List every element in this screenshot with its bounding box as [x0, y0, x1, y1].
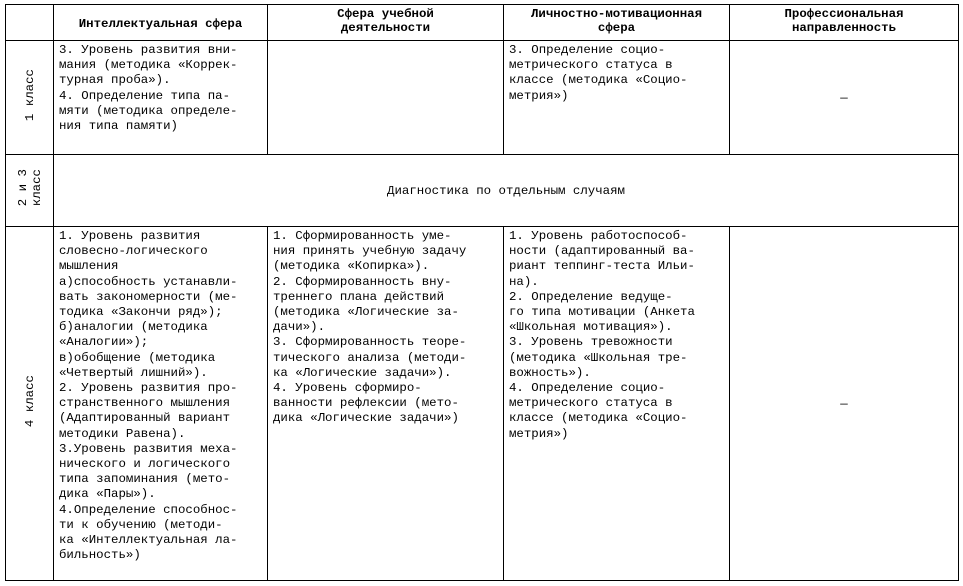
text-line: 2. Сформированность вну-	[273, 274, 452, 289]
text-line: странственного мышления	[59, 396, 231, 411]
header-row	[6, 5, 959, 41]
cell-learning	[268, 41, 504, 155]
cell-personal	[504, 41, 730, 155]
text-line: дика «Логические задачи»)	[273, 411, 459, 426]
text-line: ния принять учебную задачу	[273, 244, 467, 259]
text-line: в)обобщение (методика	[59, 350, 216, 365]
text-line: нического и логического	[59, 457, 231, 472]
text-line: ния типа памяти)	[59, 119, 178, 134]
row-label-grade-1: 1 класс	[6, 41, 54, 155]
text-line: классе (методика «Социо-	[509, 73, 688, 88]
text-line: турная проба»).	[59, 73, 171, 88]
text-line: мышления	[59, 259, 119, 274]
text-line: 3.Уровень развития меха-	[59, 441, 238, 456]
table-row	[6, 41, 959, 155]
cell-intellectual	[54, 227, 268, 581]
merged-cell: Диагностика по отдельным случаям	[54, 155, 959, 227]
text-line: метрического статуса в	[509, 58, 673, 73]
header-empty	[6, 5, 54, 41]
text-line: ванности рефлексии (мето-	[273, 396, 459, 411]
text-line: 1. Сформированность уме-	[273, 229, 452, 243]
text-line: мяти (методика определе-	[59, 103, 238, 118]
cell-intellectual	[54, 41, 268, 155]
cell-learning	[268, 227, 504, 581]
text-line: (методика «Копирка»).	[273, 259, 430, 274]
text-line: метрия»)	[509, 426, 569, 441]
table-row	[6, 227, 959, 581]
text-line: ка «Логические задачи»).	[273, 365, 452, 380]
text-line: риант теппинг-теста Ильи-	[509, 259, 695, 274]
text-line: ти к обучению (методи-	[59, 517, 223, 532]
cell-professional: —	[730, 41, 959, 155]
cell-professional: —	[730, 227, 959, 581]
text-line: 4. Определение типа па-	[59, 88, 231, 103]
text-line: тодика «Закончи ряд»);	[59, 305, 223, 320]
text-line: 2. Уровень развития про-	[59, 381, 238, 396]
text-line: б)аналогии (методика	[59, 320, 208, 335]
text-line: «Четвертый лишний»).	[59, 365, 208, 380]
text-line: 3. Уровень тревожности	[509, 335, 673, 350]
text-line: 4. Определение социо-	[509, 381, 666, 396]
text-line: вать закономерности (ме-	[59, 289, 238, 304]
text-line: на).	[509, 274, 539, 289]
text-line: дачи»).	[273, 320, 326, 335]
text-line: словесно-логического	[59, 244, 208, 259]
text-line: вожность»).	[509, 365, 591, 380]
text-line: 3. Сформированность теоре-	[273, 335, 467, 350]
row-label-grade-4: 4 класс	[6, 227, 54, 581]
text-line: мания (методика «Коррек-	[59, 58, 238, 73]
text-line: метрического статуса в	[509, 396, 673, 411]
text-line: 4.Определение способнос-	[59, 502, 238, 517]
text-line: «Школьная мотивация»).	[509, 320, 673, 335]
text-line: а)способность устанавли-	[59, 274, 238, 289]
text-line: 3. Определение социо-	[509, 43, 666, 57]
text-line: классе (методика «Социо-	[509, 411, 688, 426]
text-line: тического анализа (методи-	[273, 350, 467, 365]
text-line: 2. Определение ведуще-	[509, 289, 673, 304]
header-learning: Сфера учебной деятельности	[268, 5, 504, 41]
text-line: ности (адаптированный ва-	[509, 244, 695, 259]
diagnostics-table	[5, 4, 959, 581]
text-line: треннего плана действий	[273, 289, 445, 304]
text-line: (методика «Школьная тре-	[509, 350, 688, 365]
header-professional: Профессиональная направленность	[730, 5, 959, 41]
text-line: дика «Пары»).	[59, 487, 156, 502]
text-line: (методика «Логические за-	[273, 305, 459, 320]
header-intellectual: Интеллектуальная сфера	[54, 5, 268, 41]
row-label-grade-2-3: 2 и 3 класс	[6, 155, 54, 227]
text-line: методики Равена).	[59, 426, 186, 441]
text-line: 1. Уровень работоспособ-	[509, 229, 688, 243]
header-personal: Личностно-мотивационная сфера	[504, 5, 730, 41]
text-line: 4. Уровень сформиро-	[273, 381, 422, 396]
text-line: бильность»)	[59, 548, 141, 563]
cell-personal	[504, 227, 730, 581]
text-line: го типа мотивации (Анкета	[509, 305, 695, 320]
text-line: «Аналогии»);	[59, 335, 149, 350]
text-line: 1. Уровень развития	[59, 229, 201, 243]
text-line: ка «Интеллектуальная ла-	[59, 533, 238, 548]
text-line: (Адаптированный вариант	[59, 411, 231, 426]
text-line: метрия»)	[509, 88, 569, 103]
text-line: типа запоминания (мето-	[59, 472, 231, 487]
table-row	[6, 155, 959, 227]
text-line: 3. Уровень развития вни-	[59, 43, 238, 57]
